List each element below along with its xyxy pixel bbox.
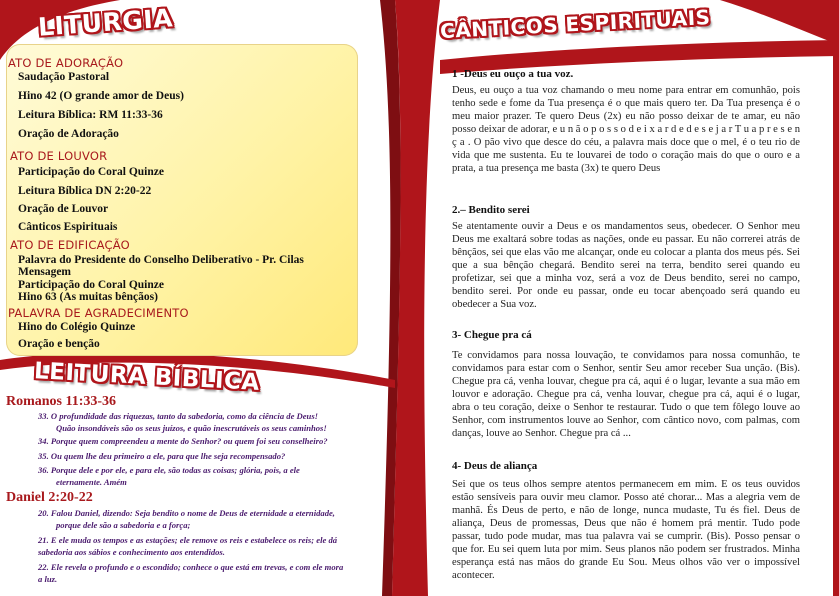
liturgy-item: Participação do Coral Quinze xyxy=(18,166,164,178)
verse-line: porque dele são a sabedoria e a força; xyxy=(56,520,191,530)
verse-line: Quão insondáveis são os seus juízos, e quão inescrutáveis os seus caminhos! xyxy=(56,423,327,433)
canticos-title: CÂNTICOS ESPIRITUAIS xyxy=(439,4,712,44)
liturgy-item: Oração de Louvor xyxy=(18,203,109,215)
liturgy-item: Hino 42 (O grande amor de Deus) xyxy=(18,90,184,102)
verse-line: a luz. xyxy=(38,574,58,584)
section-title-agradecimento: PALAVRA DE AGRADECIMENTO xyxy=(8,306,189,320)
liturgy-item: Leitura Bíblica DN 2:20-22 xyxy=(18,185,152,197)
liturgy-item: Hino 63 (As muitas bênçãos) xyxy=(18,291,158,303)
verse-line: eternamente. Amém xyxy=(56,477,127,487)
song-title: 3- Chegue pra cá xyxy=(452,329,532,341)
liturgy-item: Hino do Colégio Quinze xyxy=(18,321,136,333)
song-text: Sei que os teus olhos sempre atentos permanecem em mim. E os teus ouvidos estão sensíveis para ouvir meu clamor. Posso até chorar... Mas a alegria vem de manhã. És Deus de perto, e não de longe, nunca mudaste, Tu és fiel. Deus de aliança, Deus de promessas, Deus que não é homem prá mentir. Tudo pode passar, tudo pode mudar, mas tua palavra vai se cumprir. (Bis). Posso pensar o que for. Eu sei quem luta por mim. Seus planos não podem ser frustrados. Minha esperança está nas mãos do grande Eu Sou. Meus olhos vão ver o impossível acontecer. xyxy=(452,479,800,581)
liturgy-item: Mensagem xyxy=(18,266,72,278)
section-title-louvor: ATO DE LOUVOR xyxy=(10,149,108,163)
song-text: Te convidamos para nossa louvação, te convidamos para nossa comunhão, te convidamos para estar com o Senhor, sentir Seu amor receber Sua unção. (Bis). Chegue pra cá, venha louvar, chegue pra cá, aqui é o lugar, levante a sua mão em louvor e adoração. Chegue pra cá, venha louvar, chegue pra cá, aqui é o lugar, abra o teu coração, deixe o Senhor te restaurar. Tudo o que tem fôlego louve ao Senhor, com instrumentos louve ao Senhor, com cântico novo, com palmas, com danças, louve ao Senhor. Chegue pra cá ... xyxy=(452,350,800,439)
song-text: Deus, eu ouço a tua voz chamando o meu nome para entrar em comunhão, pois tenho sede e fome da Tua presença é o que mais quero ter. Da Tua presença é o meu maior prazer. Te quero Deus (2x) eu não posso deixar de te amar, eu não posso deixar de adorar, e u n ã o p o s s o d e i x a r d e d e s e j a r T u a p r e s e n ç a . O pão vivo que desce do céu, a palavra mais doce que o mel, é o teu rio de vida que me sustenta. Eu te louvarei de todo o coração mais do que o ouro e a prata, a tua presença me basta (3x) te quero Deus xyxy=(452,85,800,174)
liturgy-item: Participação do Coral Quinze xyxy=(18,279,164,291)
verse-line: 35. Ou quem lhe deu primeiro a ele, para que lhe seja recompensado? xyxy=(38,451,286,461)
liturgy-title: LITURGIA xyxy=(37,3,174,42)
verse-line: 36. Porque dele e por ele, e para ele, são todas as coisas; glória, pois, a ele xyxy=(38,465,300,475)
verse-line: 33. O profundidade das riquezas, tanto da sabedoria, como da ciência de Deus! xyxy=(38,411,319,421)
liturgy-item: Cânticos Espirituais xyxy=(18,221,118,233)
verse-line: 20. Falou Daniel, dizendo: Seja bendito o nome de Deus de eternidade a eternidade, xyxy=(38,508,335,518)
song-title: 4- Deus de aliança xyxy=(452,460,538,472)
reading-title: LEITURA BÍBLICA xyxy=(33,358,261,396)
verse-line: 21. E ele muda os tempos e as estações; ele remove os reis e estabelece os reis; ele dá xyxy=(38,535,338,545)
verse-line: 22. Ele revela o profundo e o escondido; conhece o que está em trevas, e com ele mora xyxy=(38,562,344,572)
verse-line: sabedoria aos sábios e conhecimento aos entendidos. xyxy=(38,547,225,557)
reading-ref-romanos: Romanos 11:33-36 xyxy=(6,394,117,409)
liturgy-item: Palavra do Presidente do Conselho Deliberativo - Pr. Cilas xyxy=(18,254,304,266)
verse-line: 34. Porque quem compreendeu a mente do Senhor? ou quem foi seu conselheiro? xyxy=(38,436,328,446)
liturgy-item: Oração e benção xyxy=(18,338,100,350)
song-title: 1 -Deus eu ouço a tua voz. xyxy=(452,68,574,80)
section-title-adoracao: ATO DE ADORAÇÃO xyxy=(8,56,124,70)
liturgy-item: Saudação Pastoral xyxy=(18,71,110,83)
liturgy-item: Leitura Bíblica: RM 11:33-36 xyxy=(18,109,163,121)
liturgy-item: Oração de Adoração xyxy=(18,128,119,140)
section-title-edificacao: ATO DE EDIFICAÇÃO xyxy=(10,238,130,252)
reading-ref-daniel: Daniel 2:20-22 xyxy=(6,490,93,505)
song-text: Se atentamente ouvir a Deus e os mandamentos seus, obedecer. O Senhor meu Deus me exaltará sobre todas as nações, onde eu passar. Eu não correrei atrás de bênçãos, sei que elas vão me alcançar, onde eu colocar a planta dos meus pés. Sei que a sua bênção chegará. Bendito serei na terra, bendito serei quando eu profetizar, sei que a minha voz, será a voz de Deus bendito, serei no campo, bendito serei. Por onde eu passar, onde eu tocar abençoado será quando eu obedecer a Sua voz. xyxy=(452,221,800,310)
song-title: 2.– Bendito serei xyxy=(452,204,530,216)
